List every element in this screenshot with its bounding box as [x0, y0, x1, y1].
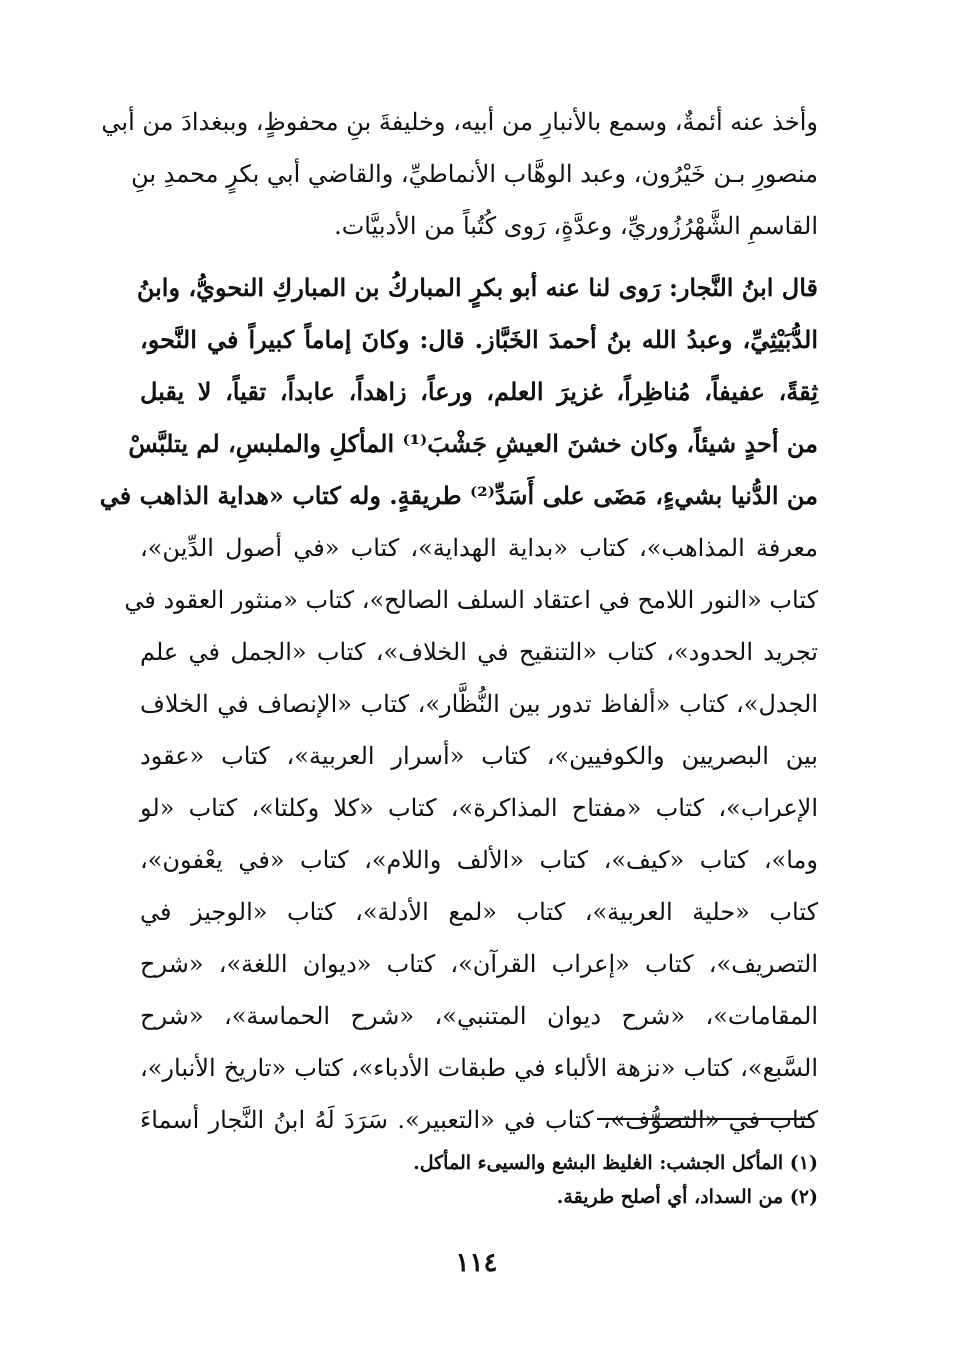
text-line: كتاب «حلية العربية»، كتاب «لمع الأدلة»، كتاب «الوجيز في: [140, 898, 818, 926]
footnote-separator: [597, 1118, 810, 1120]
text-line: كتاب «النور اللامح في اعتقاد السلف الصالح»، كتاب «منثور العقود في: [124, 586, 818, 614]
text-line: من الدُّنيا بشيءٍ، مَضَى على أَسَدِّ⁽²⁾ طريقةٍ. وله كتاب «هداية الذاهب في: [99, 481, 818, 510]
text-line: القاسمِ الشَّهْرُزُوريِّ، وعدَّةٍ، رَوى كُتُباً من الأدبيَّات.: [334, 212, 818, 240]
text-line: تجريد الحدود»، كتاب «التنقيح في الخلاف»، كتاب «الجمل في علم: [140, 638, 818, 666]
paragraph-1: [101, 96, 818, 252]
text-line: من أحدٍ شيئاً، وكان خشنَ العيشِ جَشْبَ⁽¹⁾ المأكلِ والملبسِ، لم يتلبَّسْ: [128, 429, 818, 458]
text-line: معرفة المذاهب»، كتاب «بداية الهداية»، كتاب «في أصول الدِّين»،: [140, 534, 818, 562]
page-number: ١١٤: [455, 1248, 498, 1278]
footnote-2: (٢) من السداد، أي أصلح طريقة.: [556, 1186, 818, 1208]
text-line: كتاب في «التصوُّف»، كتاب في «التعبير». سَرَدَ لَهُ ابنُ النَّجار أسماءَ: [140, 1106, 818, 1134]
footnotes: [300, 1146, 818, 1214]
text-line: السَّبع»، كتاب «نزهة الألباء في طبقات الأدباء»، كتاب «تاريخ الأنبار»،: [140, 1054, 818, 1082]
text-line: الجدل»، كتاب «ألفاظ تدور بين النُّظَّار»، كتاب «الإنصاف في الخلاف: [140, 690, 818, 718]
footnote-1: (١) المأكل الجشب: الغليظ البشع والسيىء المأكل.: [413, 1152, 818, 1174]
text-line: الدُّبَيْثِيِّ، وعبدُ الله بنُ أحمدَ الخَبَّاز. قال: وكانَ إماماً كبيراً في النَّحو،: [140, 325, 818, 354]
paragraph-2: [99, 262, 818, 1146]
text-line: وما»، كتاب «كيف»، كتاب «الألف واللام»، كتاب «في يعْفون»،: [140, 846, 818, 874]
text-line: قال ابنُ النَّجار: رَوى لنا عنه أبو بكرٍ المباركُ بن المباركِ النحويُّ، وابنُ: [136, 273, 818, 302]
text-line: منصورِ بـن خَيْرُون، وعبد الوهَّاب الأنماطيِّ، والقاضي أبي بكرٍ محمدِ بنِ: [131, 160, 818, 188]
text-line: الإعراب»، كتاب «مفتاح المذاكرة»، كتاب «كلا وكلتا»، كتاب «لو: [140, 794, 818, 822]
text-line: بين البصريين والكوفيين»، كتاب «أسرار العربية»، كتاب «عقود: [140, 742, 818, 770]
text-line: ثِقةً، عفيفاً، مُناظِراً، غزيرَ العلم، ورعاً، زاهداً، عابداً، تقياً، لا يقبل: [140, 377, 818, 406]
text-line: التصريف»، كتاب «إعراب القرآن»، كتاب «ديوان اللغة»، «شرح: [140, 950, 818, 978]
text-line: وأخذ عنه أئمةٌ، وسمع بالأنبارِ من أبيه، وخليفةَ بنِ محفوظٍ، وببغدادَ من أبي: [101, 108, 818, 136]
text-line: المقامات»، «شرح ديوان المتنبي»، «شرح الحماسة»، «شرح: [140, 1002, 818, 1030]
